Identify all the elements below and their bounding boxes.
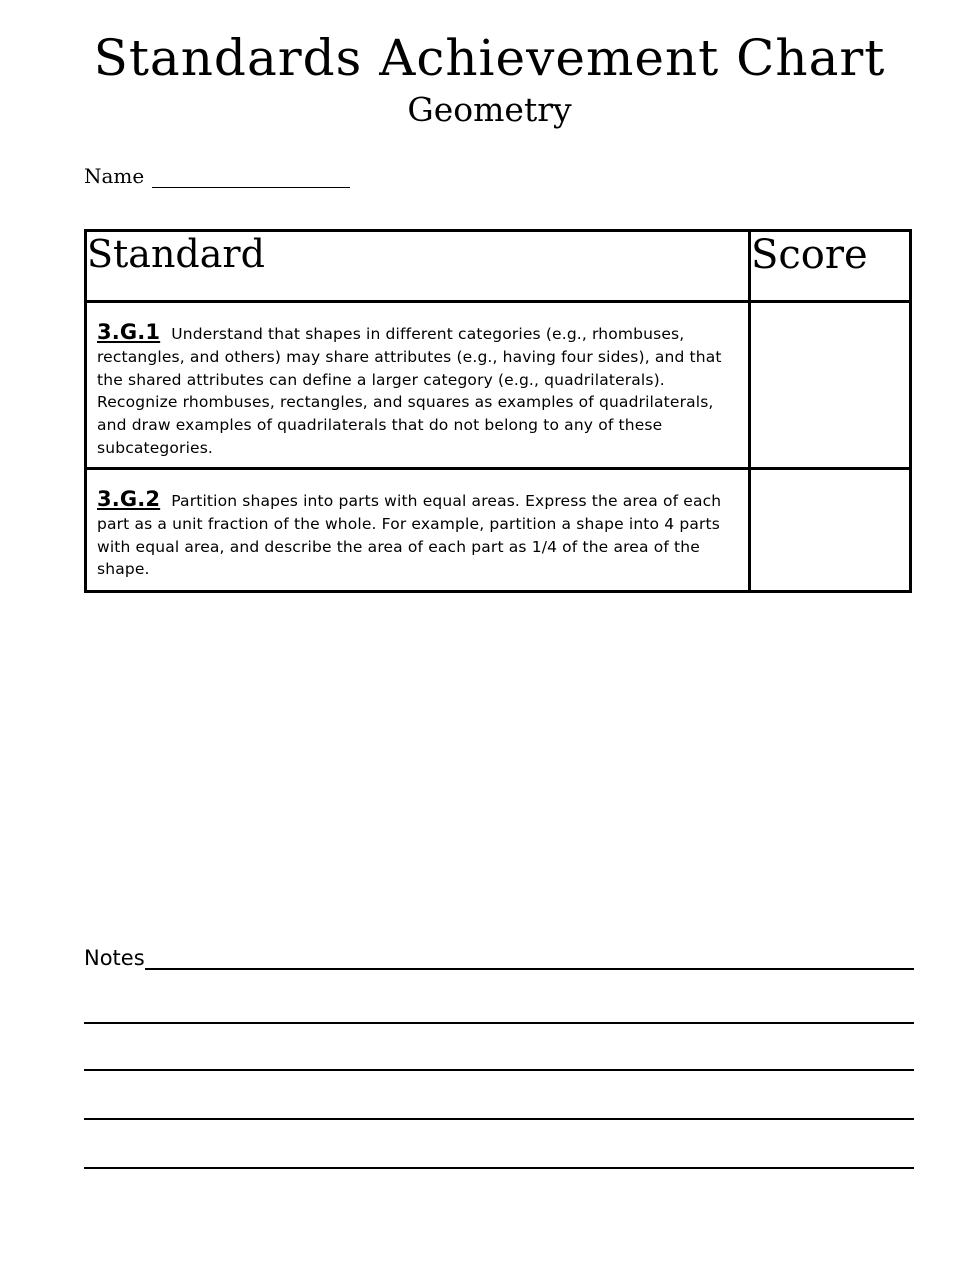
notes-writing-line[interactable] xyxy=(84,1118,914,1120)
score-cell[interactable] xyxy=(750,469,911,592)
standard-code: 3.G.2 xyxy=(97,487,161,511)
notes-label: Notes xyxy=(84,946,145,970)
standard-text: Understand that shapes in different categories (e.g., rhombuses, rectangles, and others) may share attributes (e.g., having four sides), and that the shared attributes can define a larger category (e.g., quadrilaterals). Recognize rhombuses, rectangles, and squares as examples of quadrilaterals, and draw examples of quadrilaterals that do not belong to any of these subcategories. xyxy=(97,325,722,457)
notes-first-line xyxy=(84,944,914,970)
page-title: Standards Achievement Chart xyxy=(93,29,886,87)
notes-section xyxy=(84,944,914,1169)
standard-cell xyxy=(86,469,750,592)
page-subtitle: Geometry xyxy=(407,90,572,129)
standard-cell xyxy=(86,302,750,469)
name-input-line[interactable] xyxy=(152,167,350,188)
table-row xyxy=(86,469,911,592)
standards-table xyxy=(84,229,912,593)
standard-description xyxy=(87,303,748,460)
name-field-row xyxy=(84,164,350,188)
table-row xyxy=(86,302,911,469)
standard-code: 3.G.1 xyxy=(97,320,161,344)
name-label: Name xyxy=(84,164,145,188)
column-header-score: Score xyxy=(750,231,911,302)
notes-writing-line[interactable] xyxy=(84,1022,914,1024)
notes-writing-line[interactable] xyxy=(84,1167,914,1169)
notes-writing-line[interactable] xyxy=(84,1069,914,1071)
standard-text: Partition shapes into parts with equal areas. Express the area of each part as a unit fraction of the whole. For example, partition a shape into 4 parts with equal area, and describe the area of each part as 1/4 of the area of the shape. xyxy=(97,492,722,579)
table-header-row xyxy=(86,231,911,302)
standard-description xyxy=(87,470,748,581)
column-header-standard: Standard xyxy=(86,231,750,302)
score-cell[interactable] xyxy=(750,302,911,469)
notes-writing-line[interactable] xyxy=(145,944,914,970)
